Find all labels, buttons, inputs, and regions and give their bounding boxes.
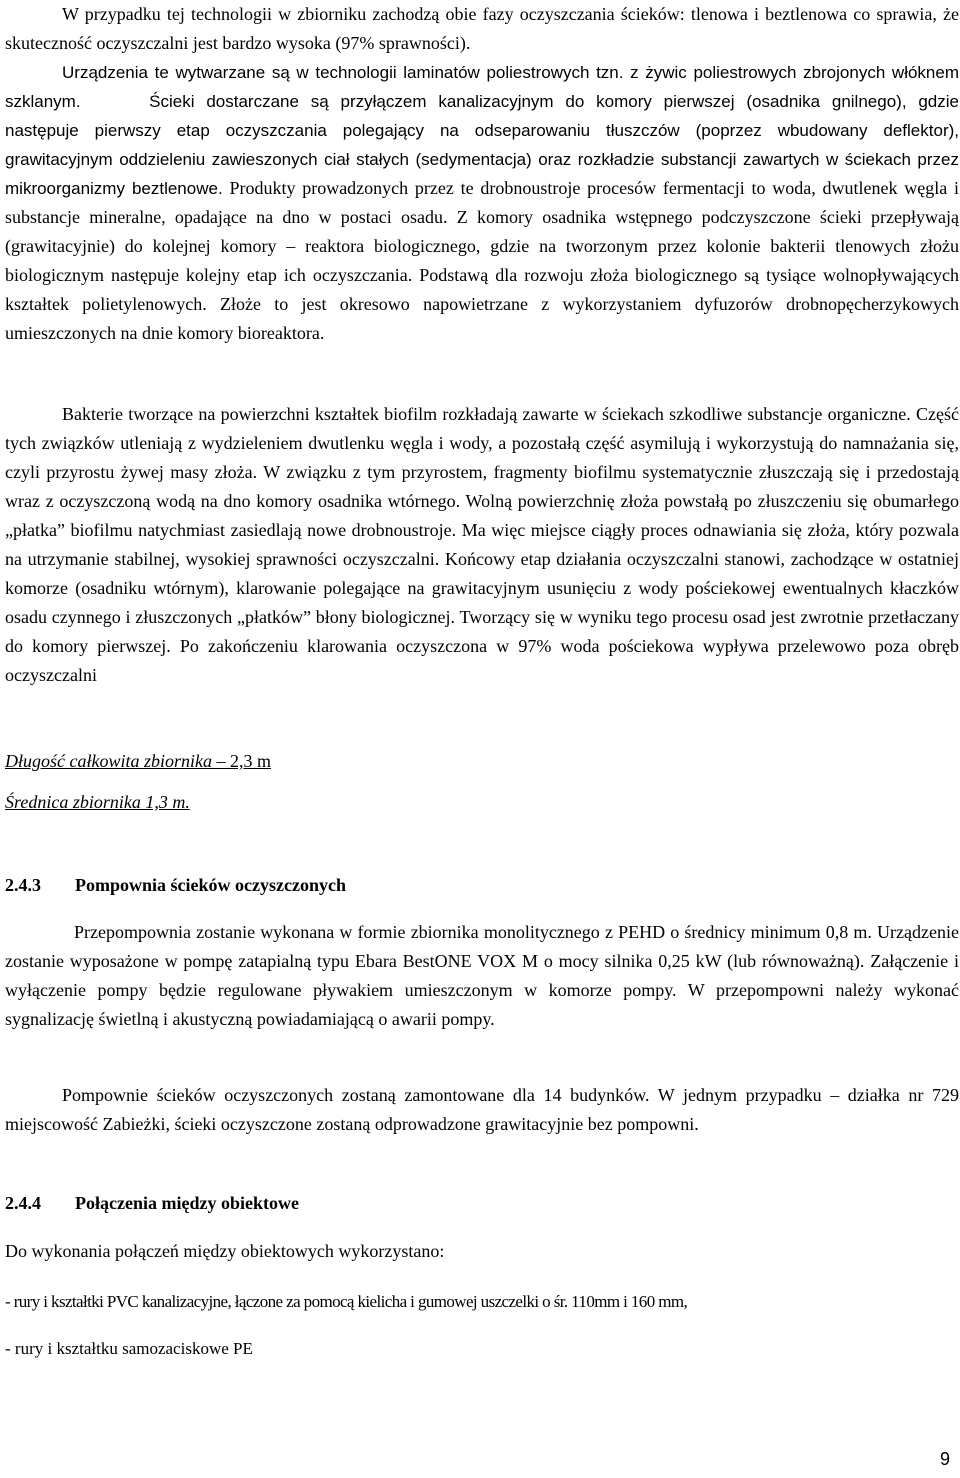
pompownia-paragraph-2: Pompownie ścieków oczyszczonych zostaną zamontowane dla 14 budynków. W jednym przypadku – działka nr 729 miejscowość Zabieżki, ścieki oczyszczone zostaną odprowadzone grawitacyjnie bez pompowni. — [5, 1085, 959, 1134]
intro-sentence-4: Produkty prowadzonych przez te drobnoustroje procesów fermentacji to woda, dwutlenek węgla i substancje mineralne, opadające na dno w postaci osadu. Z komory osadnika wstępnego podczyszczone ścieki przepływają (grawitacyjnie) do kolejnej komory – reaktora biologicznego, gdzie na tworzonym przez kolonie bakterii tlenowych złożu biologicznym następuje kolejny etap ich oczyszczania. Podstawą dla rozwoju złoża biologicznego są tysiące wolnopływających kształtek polietylenowych. Złoże to jest okresowo napowietrzane z wykorzystaniem dyfuzorów drobnopęcherzykowych umieszczonych na dnie komory bioreaktora. — [5, 178, 960, 343]
tank-diameter: Średnica zbiornika 1,3 m. — [5, 792, 190, 812]
intro-sentence-2: Urządzenia te wytwarzane są w technologii laminatów poliestrowych tzn. z żywic poliestrowych zbrojonych włóknem szklanym. — [5, 63, 959, 111]
tank-length-value: – 2,3 m — [211, 751, 271, 771]
tank-length — [5, 747, 271, 776]
intro-sentence-1: W przypadku tej technologii w zbiorniku zachodzą obie fazy oczyszczania ścieków: tlenowa i beztlenowa co sprawia, że skuteczność oczyszczalni jest bardzo wysoka (97% sprawności). — [5, 4, 959, 53]
connections-item-pvc: - rury i kształtki PVC kanalizacyjne, łączone za pomocą kielicha i gumowej uszczelki o śr. 110mm i 160 mm, — [5, 1292, 688, 1311]
connections-item-pe: - rury i kształtku samozaciskowe PE — [5, 1339, 253, 1358]
section-2-4-4-title: Połączenia między obiektowe — [75, 1193, 299, 1213]
bakterie-paragraph: Bakterie tworzące na powierzchni kształtek biofilm rozkładają zawarte w ściekach szkodliwe substancje organiczne. Część tych związków utleniają z wydzieleniem dwutlenku węgla i wody, a pozostałą część asymilują i wykorzystują do namnażania się, czyli przyrostu żywej masy złoża. W związku z tym przyrostem, fragmenty biofilmu systematycznie złuszczają się i przedostają wraz z oczyszczoną wodą na dno komory osadnika wtórnego. Wolną powierzchnię złoża powstałą po złuszczeniu się obumarłego „płatka” biofilmu natychmiast zasiedlają nowe drobnoustroje. Ma więc miejsce ciągły proces odnawiania się złoża, który pozwala na utrzymanie stabilnej, wysokiej sprawności oczyszczalni. Końcowy etap działania oczyszczalni stanowi, zachodzące w ostatniej komorze (osadniku wtórnym), klarowanie polegające na grawitacyjnym usunięciu z wody pościekowej ewentualnych kłaczków osadu czynnego i złuszczonych „płatków” błony biologicznej. Tworzący się w wyniku tego procesu osad jest zwrotnie przetłaczany do komory pierwszej. Po zakończeniu klarowania oczyszczona w 97% woda pościekowa wypływa przelewowo poza obręb oczyszczalni — [5, 404, 959, 685]
intro-paragraph — [5, 0, 959, 348]
tank-length-label: Długość całkowita zbiornika — [5, 751, 212, 771]
intro-sentence-3: Ścieki dostarczane są przyłączem kanalizacyjnym do komory pierwszej (osadnika gnilnego), gdzie następuje pierwszy etap oczyszczania polegający na odseparowaniu tłuszczów (poprzez wbudowany deflektor), grawitacyjnym oddzieleniu zawieszonych ciał stałych (sedymentacja) oraz rozkładzie substancji zawartych w ściekach przez mikroorganizmy beztlenowe. — [5, 92, 959, 198]
page-number: 9 — [939, 1449, 950, 1469]
section-2-4-3-heading — [5, 871, 346, 900]
section-2-4-4-heading — [5, 1189, 299, 1218]
section-2-4-3-number: 2.4.3 — [5, 875, 41, 895]
section-2-4-3-title: Pompownia ścieków oczyszczonych — [75, 875, 346, 895]
connections-intro: Do wykonania połączeń między obiektowych wykorzystano: — [5, 1241, 445, 1261]
section-2-4-4-number: 2.4.4 — [5, 1193, 41, 1213]
pompownia-paragraph-1: Przepompownia zostanie wykonana w formie zbiornika monolitycznego z PEHD o średnicy minimum 0,8 m. Urządzenie zostanie wyposażone w pompę zatapialną typu Ebara BestONE VOX M o mocy silnika 0,25 kW (lub równoważną). Załączenie i wyłączenie pompy będzie regulowane pływakiem umieszczonym w komorze pompy. W przepompowni należy wykonać sygnalizację świetlną i akustyczną powiadamiającą o awarii pompy. — [5, 922, 959, 1029]
